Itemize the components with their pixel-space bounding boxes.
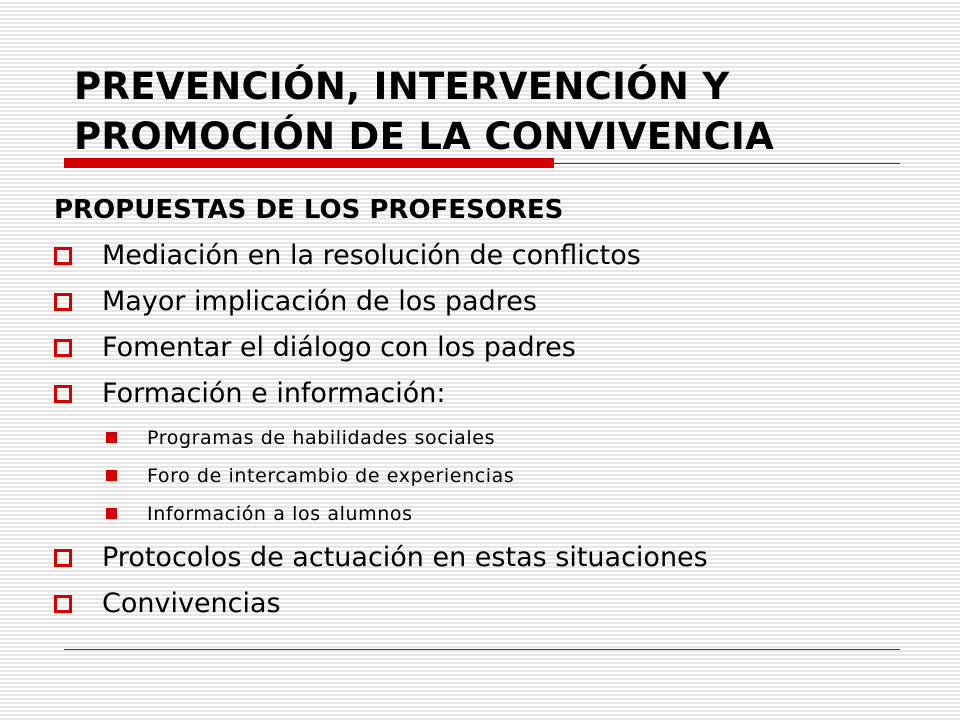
hollow-square-bullet-icon (54, 339, 72, 357)
title-line-2: PROMOCIÓN DE LA CONVIVENCIA (74, 115, 775, 158)
section-heading: PROPUESTAS DE LOS PROFESORES (54, 195, 564, 225)
sub-bullet-list (54, 417, 934, 535)
hollow-square-bullet-icon (54, 293, 72, 311)
sub-bullet-item (54, 419, 934, 457)
hollow-square-bullet-icon (54, 595, 72, 613)
bullet-item-text: Protocolos de actuación en estas situaciones (102, 542, 708, 573)
bullet-item-text: Mayor implicación de los padres (102, 286, 537, 317)
hollow-square-bullet-icon (54, 549, 72, 567)
sub-bullet-item (54, 495, 934, 533)
title-line-1: PREVENCIÓN, INTERVENCIÓN Y (74, 65, 730, 108)
filled-square-bullet-icon (106, 470, 117, 481)
bullet-item (54, 233, 934, 279)
hollow-square-bullet-icon (54, 385, 72, 403)
sub-bullet-item-text: Programas de habilidades sociales (147, 427, 496, 449)
slide-title (74, 62, 934, 162)
sub-bullet-item (54, 457, 934, 495)
bullet-item (54, 371, 934, 417)
hollow-square-bullet-icon (54, 247, 72, 265)
slide-body (54, 187, 934, 627)
title-accent-bar (64, 158, 554, 168)
bullet-item-text: Fomentar el diálogo con los padres (102, 332, 576, 363)
bullet-item (54, 325, 934, 371)
footer-divider-line (64, 649, 900, 650)
sub-bullet-item-text: Foro de intercambio de experiencias (147, 465, 515, 487)
bullet-item-text: Mediación en la resolución de conflictos (102, 240, 641, 271)
filled-square-bullet-icon (106, 508, 117, 519)
bullet-item (54, 279, 934, 325)
bullet-item-text: Formación e información: (102, 378, 446, 409)
bullet-item (54, 581, 934, 627)
filled-square-bullet-icon (106, 432, 117, 443)
sub-bullet-item-text: Información a los alumnos (147, 503, 413, 525)
bullet-item-text: Convivencias (102, 588, 281, 619)
bullet-item (54, 535, 934, 581)
